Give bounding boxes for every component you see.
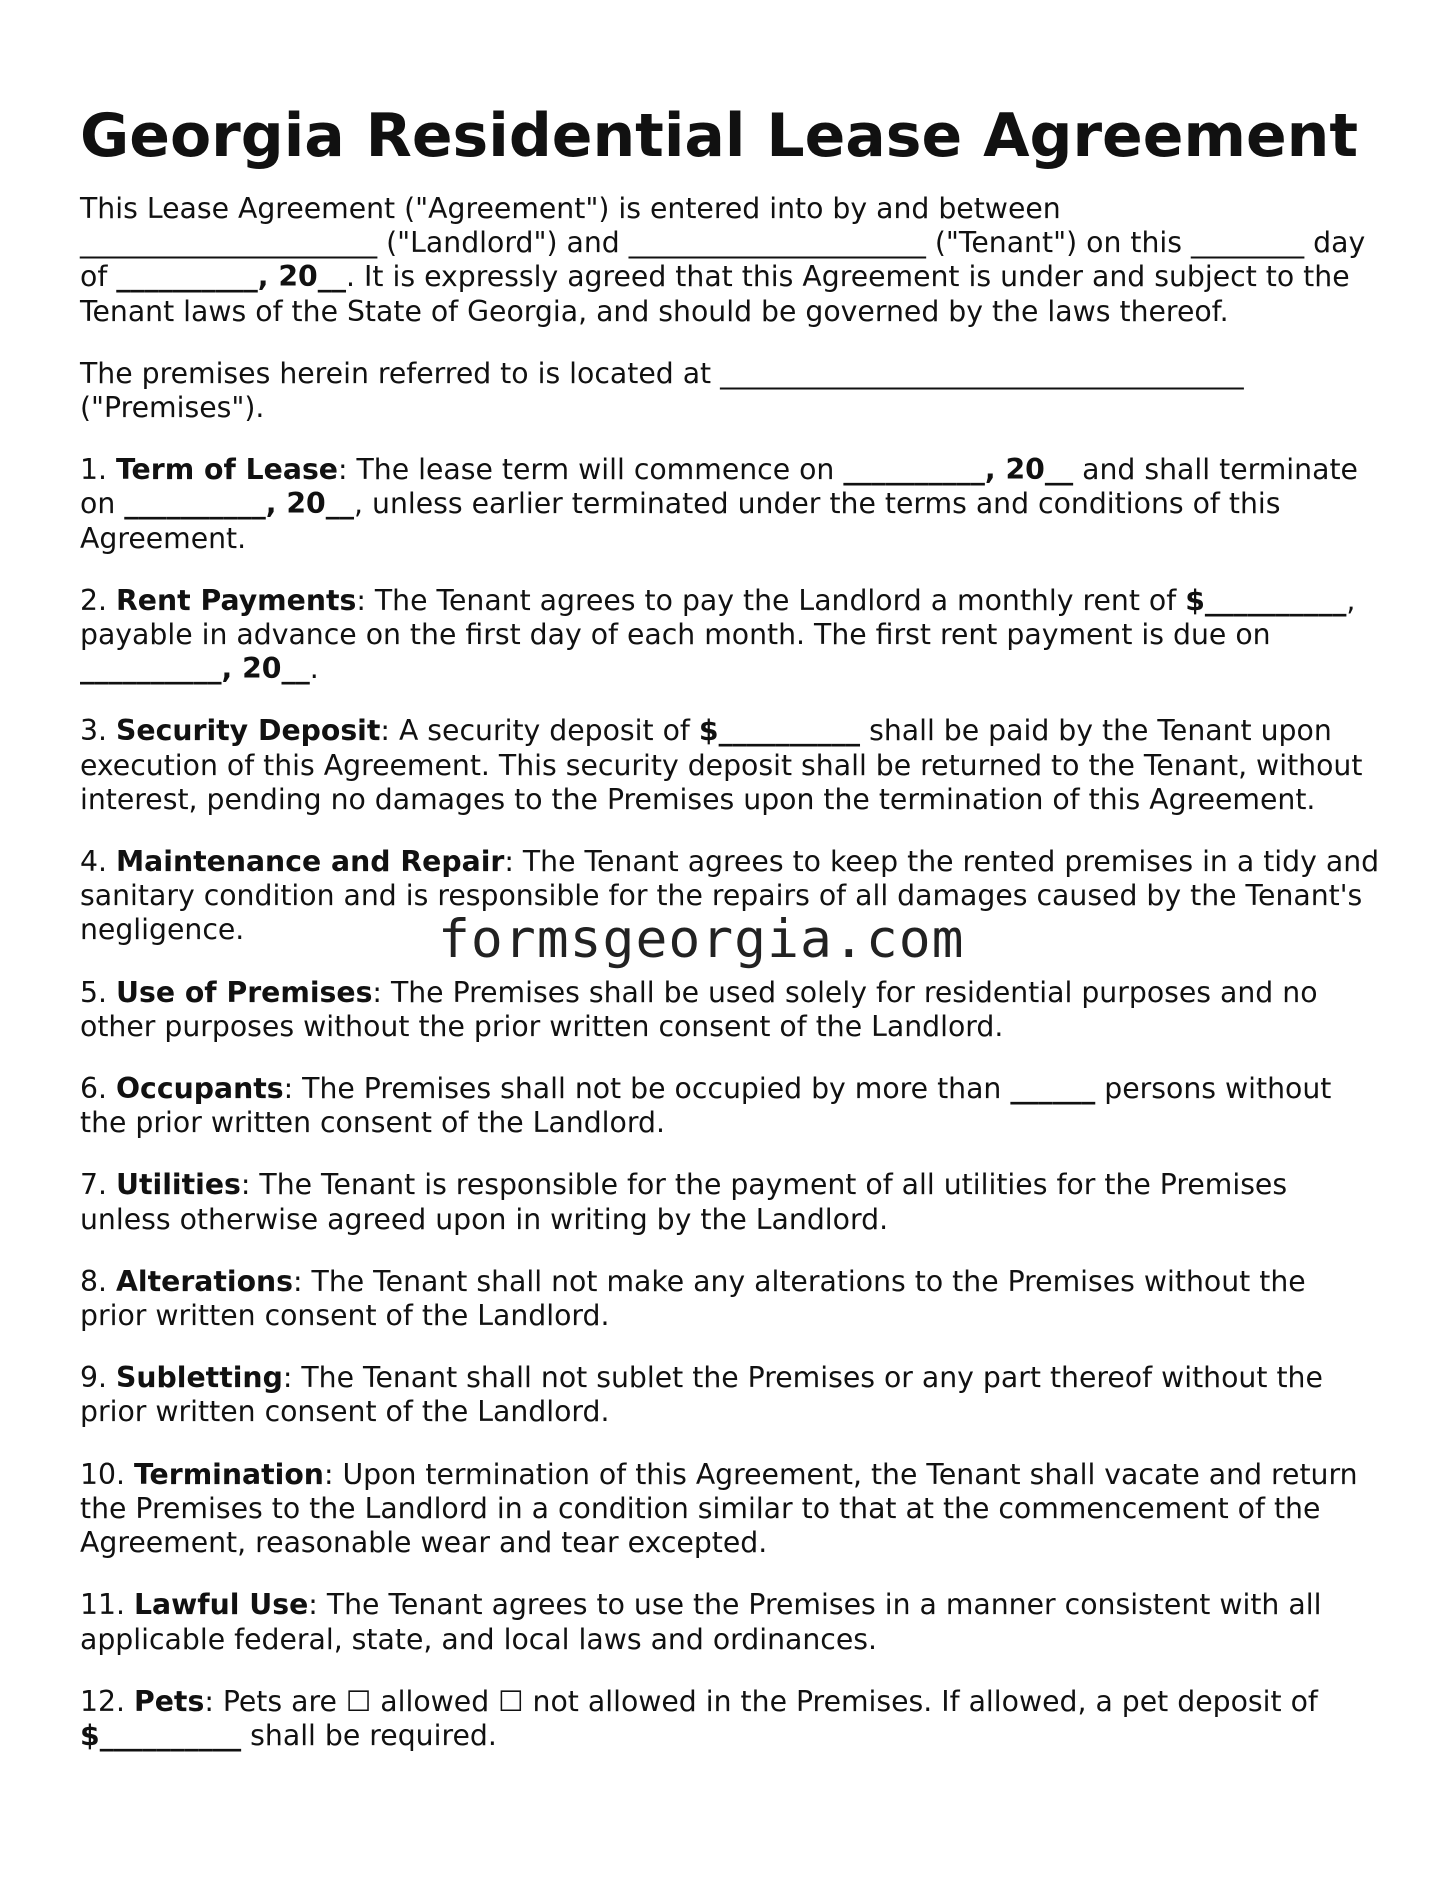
section-text: . bbox=[309, 652, 319, 686]
section-number: 12. bbox=[80, 1684, 134, 1718]
section-text: : Pets are bbox=[204, 1684, 346, 1718]
intro-part1: This Lease Agreement ("Agreement") is entered into by and between bbox=[80, 192, 1061, 225]
section-number: 9. bbox=[80, 1361, 116, 1395]
section-text: persons without the prior written consent of the Landlord. bbox=[80, 1072, 1332, 1140]
section-text: : The Tenant agrees to keep the rented premises in a tidy and sanitary condition and is responsible for the repairs of all damages caused by the Tenant's negligence. bbox=[80, 845, 1380, 947]
section-alterations bbox=[80, 1265, 1380, 1333]
occupants-count-blank: ______ bbox=[1010, 1072, 1096, 1106]
section-number: 6. bbox=[80, 1072, 116, 1106]
section-text: shall be required. bbox=[241, 1718, 497, 1752]
section-text: and shall terminate on bbox=[80, 453, 1358, 521]
section-heading: Rent Payments bbox=[116, 583, 357, 617]
section-heading: Termination bbox=[134, 1457, 324, 1491]
document-title: Georgia Residential Lease Agreement bbox=[80, 101, 1359, 171]
section-heading: Utilities bbox=[116, 1168, 241, 1202]
section-text: : The lease term will commence on bbox=[337, 453, 844, 487]
pet-deposit-blank: $__________ bbox=[80, 1718, 242, 1752]
section-heading: Maintenance and Repair bbox=[116, 845, 505, 879]
section-text: , payable in advance on the first day of each month. The first rent payment is due on bbox=[80, 583, 1356, 652]
section-security-deposit bbox=[80, 714, 1380, 817]
section-heading: Pets bbox=[134, 1684, 205, 1718]
section-text: : The Tenant shall not sublet the Premises or any part thereof without the prior written consent of the Landlord. bbox=[80, 1361, 1323, 1429]
section-text: : Upon termination of this Agreement, the Tenant shall vacate and return the Premises to the Landlord in a condition similar to that at the commencement of the Agreement, reasonable wear and tear excepted. bbox=[80, 1457, 1358, 1560]
section-use-of-premises bbox=[80, 976, 1380, 1044]
section-occupants bbox=[80, 1072, 1380, 1140]
section-number: 1. bbox=[80, 453, 116, 487]
section-text: : The Tenant agrees to pay the Landlord a monthly rent of bbox=[356, 583, 1186, 617]
section-heading: Term of Lease bbox=[116, 453, 338, 487]
watermark: formsgeorgia.com bbox=[438, 909, 965, 970]
section-heading: Alterations bbox=[116, 1264, 294, 1298]
section-number: 7. bbox=[80, 1168, 116, 1202]
section-text: allowed bbox=[371, 1684, 499, 1718]
section-term-of-lease bbox=[80, 453, 1380, 556]
section-pets bbox=[80, 1685, 1380, 1753]
terminate-date-blank: __________, 20__ bbox=[124, 487, 355, 521]
section-number: 2. bbox=[80, 583, 116, 617]
section-subletting bbox=[80, 1361, 1380, 1429]
section-heading: Use of Premises bbox=[116, 975, 373, 1009]
section-number: 11. bbox=[80, 1588, 134, 1622]
premises-paragraph: The premises herein referred to is located at _____________________________________ ("Premises"). bbox=[80, 356, 1244, 425]
section-lawful-use bbox=[80, 1588, 1380, 1656]
section-utilities bbox=[80, 1168, 1380, 1236]
commence-date-blank: __________, 20__ bbox=[843, 453, 1074, 487]
section-text: : A security deposit of bbox=[380, 714, 699, 748]
section-heading: Subletting bbox=[116, 1361, 283, 1395]
section-text: : The Tenant is responsible for the payment of all utilities for the Premises unless otherwise agreed upon in writing by the Landlord. bbox=[80, 1168, 1288, 1236]
section-text: not allowed in the Premises. If allowed, a pet deposit of bbox=[523, 1684, 1318, 1718]
first-payment-date-blank: __________, 20__ bbox=[80, 652, 310, 686]
section-text: : The Premises shall be used solely for residential purposes and no other purposes without the prior written consent of the Landlord. bbox=[80, 975, 1318, 1043]
pets-not-allowed-checkbox[interactable]: ☐ bbox=[498, 1684, 524, 1718]
section-number: 3. bbox=[80, 714, 116, 748]
rent-amount-blank: $__________ bbox=[1185, 583, 1347, 617]
section-rent-payments bbox=[80, 584, 1380, 687]
section-termination bbox=[80, 1458, 1380, 1561]
section-number: 10. bbox=[80, 1457, 134, 1491]
intro-date-blank: __________, 20__ bbox=[116, 260, 347, 294]
intro-paragraph bbox=[80, 192, 1380, 329]
intro-part2: _____________________ ("Landlord") and _____________________ ("Tenant") on this ________ day of bbox=[80, 226, 1366, 294]
intro-part3: . It is expressly agreed that this Agreement is under and subject to the Tenant laws of the State of Georgia, and should be governed by the laws thereof. bbox=[80, 260, 1350, 328]
section-text: shall be paid by the Tenant upon execution of this Agreement. This security deposit shall be returned to the Tenant, without interest, pending no damages to the Premises upon the termination of this Agreement. bbox=[80, 714, 1363, 816]
section-text: : The Tenant shall not make any alterations to the Premises without the prior written consent of the Landlord. bbox=[80, 1264, 1306, 1333]
section-heading: Security Deposit bbox=[116, 714, 381, 748]
section-text: : The Premises shall not be occupied by more than bbox=[283, 1072, 1011, 1106]
section-number: 5. bbox=[80, 975, 116, 1009]
section-text: , unless earlier terminated under the terms and conditions of this Agreement. bbox=[80, 487, 1281, 555]
section-number: 8. bbox=[80, 1264, 116, 1298]
section-text: : The Tenant agrees to use the Premises in a manner consistent with all applicable federal, state, and local laws and ordinances. bbox=[80, 1588, 1322, 1656]
section-heading: Occupants bbox=[116, 1072, 284, 1106]
deposit-amount-blank: $__________ bbox=[698, 714, 861, 748]
section-heading: Lawful Use bbox=[134, 1588, 309, 1622]
pets-allowed-checkbox[interactable]: ☐ bbox=[345, 1684, 372, 1718]
section-number: 4. bbox=[80, 845, 116, 879]
